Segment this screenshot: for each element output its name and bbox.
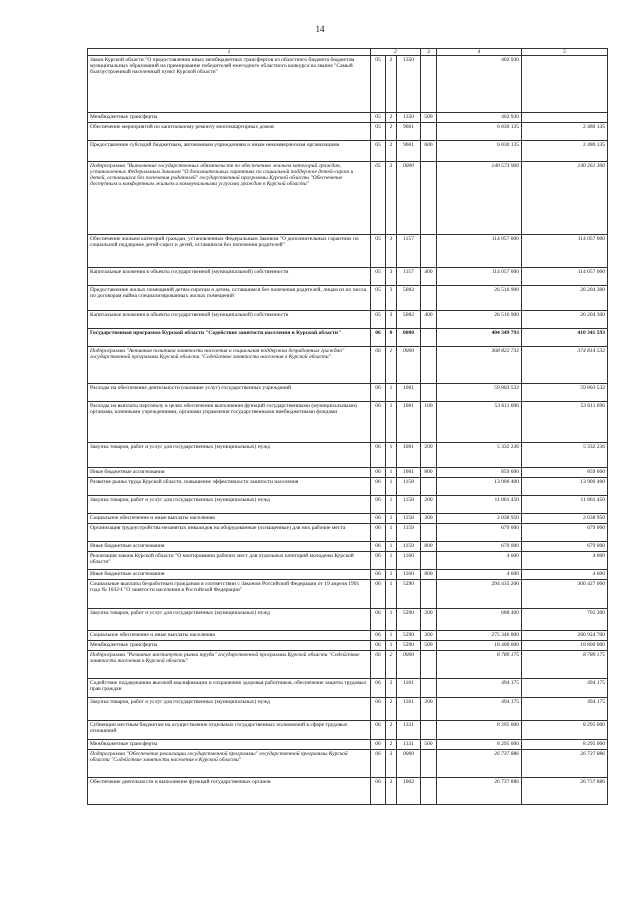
- row-amount-year-2: 114 057 000: [522, 235, 608, 268]
- row-subprogram-code: 1: [386, 631, 397, 641]
- table-row: [88, 286, 608, 311]
- row-expense-type: 800: [421, 570, 437, 580]
- row-amount-year-2: 2 480 135: [522, 123, 608, 141]
- row-expense-type: 800: [421, 542, 437, 552]
- row-description: Субвенции местным бюджетам на осуществление отдельных государственных полномочий в сфере трудовых отношений: [88, 721, 371, 740]
- row-program-code: 06: [371, 478, 386, 496]
- table-row: [88, 631, 608, 641]
- row-description: Подпрограмма "Активная политика занятости населения и социальная поддержка безработных граждан" государственной программы Курской области "Содействие занятости населения в Курской области": [88, 347, 371, 384]
- row-amount-year-2: 280 924 700: [522, 631, 608, 641]
- row-target-code: 1158: [397, 514, 421, 524]
- row-expense-type: [421, 478, 437, 496]
- row-amount-year-2: 679 000: [522, 524, 608, 542]
- row-expense-type: [421, 329, 437, 347]
- table-row: [88, 402, 608, 443]
- row-amount-year-1: 53 611 696: [437, 402, 522, 443]
- table-row: [88, 778, 608, 805]
- row-expense-type: [421, 524, 437, 542]
- table-row: [88, 235, 608, 268]
- row-target-code: 0000: [397, 329, 421, 347]
- row-amount-year-1: 859 600: [437, 468, 522, 478]
- row-target-code: 5082: [397, 311, 421, 329]
- row-subprogram-code: 2: [386, 113, 397, 123]
- row-program-code: 06: [371, 329, 386, 347]
- table-row: [88, 679, 608, 698]
- row-target-code: 1002: [397, 778, 421, 805]
- row-amount-year-1: 13 900 400: [437, 478, 522, 496]
- row-target-code: 1158: [397, 478, 421, 496]
- row-expense-type: 100: [421, 402, 437, 443]
- row-description: Расходы на обеспечение деятельности (оказание услуг) государственных учреждений: [88, 384, 371, 402]
- row-target-code: 1350: [397, 56, 421, 113]
- row-subprogram-code: 2: [386, 698, 397, 721]
- row-amount-year-1: 8 295 000: [437, 740, 522, 750]
- row-amount-year-2: 140 261 300: [522, 162, 608, 235]
- row-amount-year-1: 2 038 950: [437, 514, 522, 524]
- row-amount-year-2: 494 175: [522, 679, 608, 698]
- row-expense-type: 200: [421, 609, 437, 631]
- row-expense-type: 200: [421, 443, 437, 468]
- table-row: [88, 651, 608, 679]
- row-amount-year-2: 53 611 696: [522, 402, 608, 443]
- row-program-code: 06: [371, 542, 386, 552]
- budget-table: [87, 48, 608, 805]
- row-subprogram-code: 1: [386, 641, 397, 651]
- row-amount-year-2: 8 295 000: [522, 740, 608, 750]
- row-amount-year-2: 26 204 300: [522, 286, 608, 311]
- row-expense-type: 300: [421, 631, 437, 641]
- row-expense-type: [421, 778, 437, 805]
- row-program-code: 06: [371, 514, 386, 524]
- row-amount-year-2: 410 341 593: [522, 329, 608, 347]
- table-row: [88, 641, 608, 651]
- row-target-code: 0000: [397, 347, 421, 384]
- header-col-4: 4: [437, 49, 522, 56]
- row-expense-type: 500: [421, 740, 437, 750]
- row-description: Государственная программа Курской области "Содействие занятости населения в Курской области": [88, 329, 371, 347]
- row-target-code: 1157: [397, 235, 421, 268]
- row-target-code: 5290: [397, 580, 421, 609]
- row-expense-type: 200: [421, 698, 437, 721]
- row-amount-year-2: 2 480 135: [522, 141, 608, 162]
- row-amount-year-2: 11 861 450: [522, 496, 608, 514]
- row-program-code: 06: [371, 609, 386, 631]
- row-description: Обеспечение мероприятий по капитальному ремонту многоквартирных домов: [88, 123, 371, 141]
- row-amount-year-1: 114 057 000: [437, 268, 522, 286]
- row-subprogram-code: 1: [386, 542, 397, 552]
- row-amount-year-2: 702 300: [522, 609, 608, 631]
- row-program-code: 06: [371, 750, 386, 778]
- table-row: [88, 347, 608, 384]
- row-description: Иные бюджетные ассигнования: [88, 570, 371, 580]
- row-subprogram-code: 1: [386, 570, 397, 580]
- row-expense-type: [421, 552, 437, 570]
- row-description: Закупка товаров, работ и услуг для государственных (муниципальных) нужд: [88, 609, 371, 631]
- row-amount-year-1: 404 349 793: [437, 329, 522, 347]
- row-expense-type: [421, 651, 437, 679]
- row-program-code: 05: [371, 123, 386, 141]
- row-program-code: 06: [371, 721, 386, 740]
- row-amount-year-2: [522, 113, 608, 123]
- table-row: [88, 162, 608, 235]
- row-subprogram-code: 1: [386, 609, 397, 631]
- row-amount-year-2: 859 600: [522, 468, 608, 478]
- row-amount-year-1: 4 600: [437, 552, 522, 570]
- row-description: Обеспечение жильем категорий граждан, установленных Федеральным Законом "О дополнительных гарантиях по социальной поддержке детей-сирот и детей, оставшихся без попечения родителей": [88, 235, 371, 268]
- row-amount-year-1: 368 822 732: [437, 347, 522, 384]
- row-program-code: 05: [371, 141, 386, 162]
- row-expense-type: 600: [421, 141, 437, 162]
- row-expense-type: [421, 235, 437, 268]
- row-amount-year-2: 18 800 000: [522, 641, 608, 651]
- row-expense-type: 200: [421, 496, 437, 514]
- row-program-code: 06: [371, 698, 386, 721]
- row-amount-year-1: 6 830 135: [437, 141, 522, 162]
- row-amount-year-1: 688 400: [437, 609, 522, 631]
- row-amount-year-1: 6 830 135: [437, 123, 522, 141]
- row-description: Межбюджетные трансферты: [88, 740, 371, 750]
- row-amount-year-1: 26 737 886: [437, 778, 522, 805]
- row-description: Межбюджетные трансферты: [88, 641, 371, 651]
- row-subprogram-code: 3: [386, 750, 397, 778]
- row-amount-year-2: 4 600: [522, 570, 608, 580]
- row-description: Капитальные вложения в объекты государственной (муниципальной) собственности: [88, 268, 371, 286]
- row-amount-year-2: 26 737 886: [522, 750, 608, 778]
- row-expense-type: 300: [421, 514, 437, 524]
- row-expense-type: [421, 679, 437, 698]
- row-expense-type: 500: [421, 113, 437, 123]
- table-row: [88, 311, 608, 329]
- row-subprogram-code: 2: [386, 740, 397, 750]
- row-target-code: 5290: [397, 641, 421, 651]
- row-amount-year-2: 13 900 400: [522, 478, 608, 496]
- table-row: [88, 721, 608, 740]
- table-row: [88, 514, 608, 524]
- row-expense-type: 800: [421, 468, 437, 478]
- table-row: [88, 56, 608, 113]
- row-amount-year-2: 5 332 236: [522, 443, 608, 468]
- row-subprogram-code: 2: [386, 651, 397, 679]
- row-target-code: 1160: [397, 552, 421, 570]
- row-amount-year-2: [522, 56, 608, 113]
- row-amount-year-2: 494 175: [522, 698, 608, 721]
- row-amount-year-1: 11 861 450: [437, 496, 522, 514]
- row-amount-year-1: 402 930: [437, 56, 522, 113]
- row-subprogram-code: 1: [386, 514, 397, 524]
- row-expense-type: [421, 580, 437, 609]
- row-amount-year-2: 300 427 000: [522, 580, 608, 609]
- table-row: [88, 542, 608, 552]
- table-row: [88, 750, 608, 778]
- row-program-code: 05: [371, 268, 386, 286]
- row-subprogram-code: 1: [386, 552, 397, 570]
- row-subprogram-code: 3: [386, 162, 397, 235]
- table-row: [88, 524, 608, 542]
- row-program-code: 06: [371, 468, 386, 478]
- header-col-3: 3: [421, 49, 437, 56]
- row-amount-year-1: 18 400 000: [437, 641, 522, 651]
- row-expense-type: [421, 721, 437, 740]
- table-header-row: [88, 49, 608, 56]
- row-program-code: 06: [371, 524, 386, 542]
- table-row: [88, 141, 608, 162]
- row-amount-year-2: 8 789 175: [522, 651, 608, 679]
- row-subprogram-code: 0: [386, 329, 397, 347]
- row-program-code: 06: [371, 570, 386, 580]
- row-description: Иные бюджетные ассигнования: [88, 468, 371, 478]
- row-expense-type: [421, 56, 437, 113]
- row-description: Капитальные вложения в объекты государственной (муниципальной) собственности: [88, 311, 371, 329]
- row-subprogram-code: 2: [386, 123, 397, 141]
- row-target-code: 9601: [397, 123, 421, 141]
- row-target-code: 1159: [397, 524, 421, 542]
- row-amount-year-1: 679 000: [437, 542, 522, 552]
- table-row: [88, 329, 608, 347]
- row-target-code: 5290: [397, 631, 421, 641]
- row-description: Обеспечение деятельности и выполнение функций государственных органов: [88, 778, 371, 805]
- row-program-code: 06: [371, 679, 386, 698]
- row-subprogram-code: 1: [386, 580, 397, 609]
- row-program-code: 06: [371, 580, 386, 609]
- row-subprogram-code: 3: [386, 778, 397, 805]
- table-body: [88, 56, 608, 805]
- row-amount-year-1: 26 737 886: [437, 750, 522, 778]
- row-subprogram-code: 3: [386, 286, 397, 311]
- row-subprogram-code: 2: [386, 721, 397, 740]
- row-expense-type: [421, 286, 437, 311]
- row-amount-year-2: 8 295 000: [522, 721, 608, 740]
- row-program-code: 06: [371, 347, 386, 384]
- row-program-code: 06: [371, 384, 386, 402]
- row-target-code: 1001: [397, 384, 421, 402]
- row-subprogram-code: 1: [386, 347, 397, 384]
- row-program-code: 06: [371, 740, 386, 750]
- table-row: [88, 384, 608, 402]
- row-subprogram-code: 1: [386, 443, 397, 468]
- row-description: Подпрограмма "Развитие институтов рынка труда" государственной программы Курской области "Содействие занятости населения в Курской области": [88, 651, 371, 679]
- row-amount-year-2: 114 057 000: [522, 268, 608, 286]
- row-target-code: 1158: [397, 496, 421, 514]
- row-description: Предоставление жилых помещений детям-сиротам и детям, оставшимся без попечения родителей, лицам из их числа по договорам найма специализированных жилых помещений: [88, 286, 371, 311]
- row-amount-year-1: 59 803 532: [437, 384, 522, 402]
- row-amount-year-2: 374 814 532: [522, 347, 608, 384]
- row-amount-year-2: 679 000: [522, 542, 608, 552]
- row-amount-year-1: 494 175: [437, 698, 522, 721]
- row-target-code: 0000: [397, 750, 421, 778]
- row-amount-year-1: 294 435 200: [437, 580, 522, 609]
- row-description: Содействие поддержанию высокой квалификации и сохранению здоровья работников, обеспечение защиты трудовых прав граждан: [88, 679, 371, 698]
- row-expense-type: [421, 162, 437, 235]
- table-row: [88, 740, 608, 750]
- row-program-code: 05: [371, 56, 386, 113]
- row-target-code: 0000: [397, 162, 421, 235]
- row-description: Социальные выплаты безработным гражданам в соответствии с Законом Российской Федерации от 19 апреля 1991 года № 1032-I "О занятости населения в Российской Федерации": [88, 580, 371, 609]
- row-amount-year-1: 679 000: [437, 524, 522, 542]
- row-program-code: 06: [371, 631, 386, 641]
- row-program-code: 06: [371, 641, 386, 651]
- row-expense-type: [421, 384, 437, 402]
- header-col-5: 5: [522, 49, 608, 56]
- row-amount-year-1: 26 516 900: [437, 286, 522, 311]
- row-description: Предоставление субсидий бюджетным, автономным учреждениям и иным некоммерческим организациям: [88, 141, 371, 162]
- row-amount-year-2: 59 803 532: [522, 384, 608, 402]
- table-row: [88, 478, 608, 496]
- row-description: Подпрограмма "Обеспечение реализации государственной программы" государственной программы Курской области "Содействие занятости населения в Курской области": [88, 750, 371, 778]
- row-description: Закупка товаров, работ и услуг для государственных (муниципальных) нужд: [88, 496, 371, 514]
- row-subprogram-code: 1: [386, 496, 397, 514]
- row-amount-year-2: 26 204 300: [522, 311, 608, 329]
- row-subprogram-code: 3: [386, 268, 397, 286]
- row-amount-year-2: 26 737 886: [522, 778, 608, 805]
- table-row: [88, 268, 608, 286]
- row-subprogram-code: 2: [386, 56, 397, 113]
- row-amount-year-1: 494 175: [437, 679, 522, 698]
- row-description: Организация трудоустройства незанятых инвалидов на оборудованные (оснащенные) для них рабочие места: [88, 524, 371, 542]
- row-description: Закупка товаров, работ и услуг для государственных (муниципальных) нужд: [88, 443, 371, 468]
- row-target-code: 1331: [397, 740, 421, 750]
- row-target-code: 1331: [397, 721, 421, 740]
- row-target-code: 9601: [397, 141, 421, 162]
- row-target-code: 1001: [397, 443, 421, 468]
- table-row: [88, 698, 608, 721]
- row-amount-year-2: 2 038 950: [522, 514, 608, 524]
- row-subprogram-code: 2: [386, 141, 397, 162]
- row-amount-year-1: 114 057 000: [437, 235, 522, 268]
- row-subprogram-code: 1: [386, 478, 397, 496]
- row-program-code: 06: [371, 778, 386, 805]
- row-subprogram-code: 1: [386, 468, 397, 478]
- row-subprogram-code: 1: [386, 402, 397, 443]
- table-row: [88, 496, 608, 514]
- row-amount-year-1: 4 600: [437, 570, 522, 580]
- row-expense-type: 500: [421, 641, 437, 651]
- row-description: Расходы на выплаты персоналу в целях обеспечения выполнения функций государственными (муниципальными) органами, казенными учреждениями, органами управления государственными внебюджетными фондами: [88, 402, 371, 443]
- row-program-code: 05: [371, 286, 386, 311]
- row-amount-year-1: 402 930: [437, 113, 522, 123]
- row-description: Подпрограмма "Выполнение государственных обязательств по обеспечению жильем категорий граждан, установленных Федеральным Законом "О дополнительных гарантиях по социальной поддержке детей-сирот и детей, оставшихся без попечения родителей" государственной программы Курской области "Обеспечение доступным и комфортным жильем и коммунальными услугами граждан в Курской области": [88, 162, 371, 235]
- row-amount-year-1: 275 346 800: [437, 631, 522, 641]
- row-description: Закупка товаров, работ и услуг для государственных (муниципальных) нужд: [88, 698, 371, 721]
- table-row: [88, 468, 608, 478]
- row-program-code: 06: [371, 552, 386, 570]
- row-expense-type: [421, 750, 437, 778]
- row-program-code: 06: [371, 496, 386, 514]
- row-program-code: 06: [371, 443, 386, 468]
- row-target-code: 0000: [397, 651, 421, 679]
- row-target-code: 1160: [397, 570, 421, 580]
- row-program-code: 05: [371, 311, 386, 329]
- row-description: Межбюджетные трансферты: [88, 113, 371, 123]
- row-target-code: 1001: [397, 402, 421, 443]
- table-row: [88, 552, 608, 570]
- row-program-code: 05: [371, 162, 386, 235]
- row-description: Реализация закона Курской области "О квотировании рабочих мест для отдельных категорий молодежи Курской области": [88, 552, 371, 570]
- row-target-code: 1161: [397, 679, 421, 698]
- row-subprogram-code: 1: [386, 524, 397, 542]
- row-subprogram-code: 3: [386, 235, 397, 268]
- table-row: [88, 580, 608, 609]
- row-subprogram-code: 2: [386, 679, 397, 698]
- row-program-code: 05: [371, 113, 386, 123]
- page-number: 14: [315, 24, 325, 34]
- row-subprogram-code: 1: [386, 384, 397, 402]
- row-expense-type: 400: [421, 268, 437, 286]
- row-target-code: 5290: [397, 609, 421, 631]
- row-expense-type: [421, 123, 437, 141]
- table-row: [88, 570, 608, 580]
- row-description: Иные бюджетные ассигнования: [88, 542, 371, 552]
- row-target-code: 1161: [397, 698, 421, 721]
- row-amount-year-1: 8 295 000: [437, 721, 522, 740]
- row-target-code: 1157: [397, 268, 421, 286]
- row-amount-year-1: 26 516 900: [437, 311, 522, 329]
- table-row: [88, 609, 608, 631]
- row-description: Развитие рынка труда Курской области, повышение эффективности занятости населения: [88, 478, 371, 496]
- row-program-code: 06: [371, 402, 386, 443]
- header-col-1: 1: [88, 49, 371, 56]
- row-description: Социальное обеспечение и иные выплаты населению: [88, 514, 371, 524]
- row-target-code: 1001: [397, 468, 421, 478]
- table-row: [88, 123, 608, 141]
- row-subprogram-code: 3: [386, 311, 397, 329]
- row-target-code: 1159: [397, 542, 421, 552]
- row-target-code: 1350: [397, 113, 421, 123]
- row-amount-year-1: 140 573 900: [437, 162, 522, 235]
- row-description: Социальное обеспечение и иные выплаты населению: [88, 631, 371, 641]
- header-col-2: 2: [371, 49, 421, 56]
- row-target-code: 5082: [397, 286, 421, 311]
- row-expense-type: [421, 347, 437, 384]
- table-row: [88, 443, 608, 468]
- row-program-code: 06: [371, 651, 386, 679]
- row-amount-year-1: 8 789 175: [437, 651, 522, 679]
- row-program-code: 05: [371, 235, 386, 268]
- row-expense-type: 400: [421, 311, 437, 329]
- table-row: [88, 113, 608, 123]
- row-amount-year-1: 5 332 236: [437, 443, 522, 468]
- row-amount-year-2: 4 600: [522, 552, 608, 570]
- row-description: Закон Курской области "О предоставлении иных межбюджетных трансфертов из областного бюджета бюджетам муниципальных образований на премирование победителей ежегодного областного конкурса на звание "Самый благоустроенный населенный пункт Курской области": [88, 56, 371, 113]
